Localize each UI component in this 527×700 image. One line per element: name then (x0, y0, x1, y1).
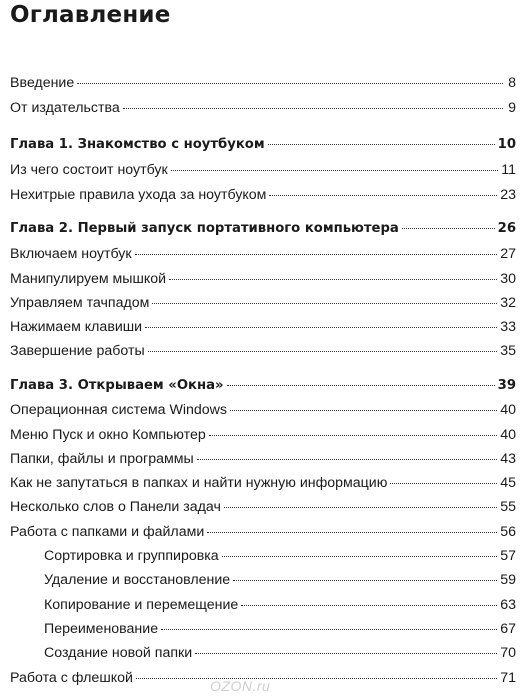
toc-entry (10, 97, 516, 119)
toc-chapter-title: Глава 1. Знакомство с ноутбуком (10, 137, 265, 152)
toc-entry-page: 8 (508, 75, 516, 91)
toc-chapter (10, 218, 516, 240)
dot-leader (135, 254, 498, 255)
toc-entry-title: Работа с флешкой (10, 670, 133, 686)
dot-leader (171, 170, 499, 171)
toc-entry-title: Включаем ноутбук (10, 246, 132, 262)
toc-entry-title: Создание новой папки (44, 645, 193, 661)
toc-entry (10, 292, 516, 314)
toc-entry-page: 71 (500, 670, 516, 686)
toc-entry-page: 35 (500, 343, 516, 359)
dot-leader (145, 327, 497, 328)
watermark: OZON.ru (210, 678, 271, 694)
toc-entry-title: Меню Пуск и окно Компьютер (10, 427, 206, 443)
toc-entry (10, 159, 516, 181)
toc-entry-page: 10 (497, 137, 516, 152)
dot-leader (148, 351, 498, 352)
toc-entry (10, 268, 516, 290)
dot-leader (224, 507, 497, 508)
dot-leader (169, 279, 497, 280)
dot-leader (230, 410, 497, 411)
toc-entry (10, 184, 516, 206)
toc-entry-title: Сортировка и группировка (44, 548, 219, 564)
dot-leader (241, 605, 497, 606)
dot-leader (152, 303, 497, 304)
toc-chapter-title: Глава 2. Первый запуск портативного компьютера (10, 221, 399, 236)
toc-entry-title: Операционная система Windows (10, 402, 227, 418)
toc-chapter-title: Глава 3. Открываем «Окна» (10, 378, 224, 393)
toc-entry (10, 521, 516, 543)
toc-entry-page: 43 (500, 451, 516, 467)
dot-leader (197, 459, 498, 460)
toc-entry (10, 316, 516, 338)
toc-entry-page: 11 (501, 162, 516, 178)
toc-entry-title: Удаление и восстановление (44, 572, 231, 588)
dot-leader (195, 653, 497, 654)
toc-entry-title: Манипулируем мышкой (10, 271, 167, 287)
toc-entry-page: 63 (500, 597, 516, 613)
dot-leader (268, 144, 495, 145)
toc-chapter (10, 375, 516, 397)
toc-entry (10, 496, 516, 518)
dot-leader (123, 108, 503, 109)
toc-entry-title: От издательства (10, 100, 120, 116)
toc-entry (10, 243, 516, 265)
toc-entry-page: 39 (497, 378, 516, 393)
toc-entry-page: 9 (508, 100, 516, 116)
toc-entry-title: Как не запутаться в папках и найти нужную информацию (10, 475, 388, 491)
toc-entry (10, 424, 516, 446)
toc-subentry (10, 569, 516, 591)
dot-leader (222, 556, 498, 557)
toc-entry (10, 72, 516, 94)
toc-entry (10, 472, 516, 494)
toc-entry-page: 40 (500, 402, 516, 418)
toc-entry-page: 67 (500, 621, 516, 637)
toc-entry-title: Управляем тачпадом (10, 295, 150, 311)
toc-entry-title: Нажимаем клавиши (10, 319, 143, 335)
toc-entry-page: 23 (500, 187, 516, 203)
toc-subentry (10, 642, 516, 664)
toc-entry-page: 57 (500, 548, 516, 564)
toc-entry-title: Копирование и перемещение (44, 597, 239, 613)
toc-entry-page: 26 (497, 221, 516, 236)
toc-entry-title: Завершение работы (10, 343, 145, 359)
dot-leader (136, 678, 497, 679)
toc-entry-title: Переименование (44, 621, 159, 637)
toc-entry-page: 56 (500, 524, 516, 540)
toc-subentry (10, 545, 516, 567)
toc-entry-page: 30 (500, 271, 516, 287)
toc-chapter (10, 134, 516, 156)
page-title: Оглавление (10, 2, 171, 28)
toc-entry (10, 399, 516, 421)
toc-entry-title: Работа с папками и файлами (10, 524, 205, 540)
toc-entry (10, 448, 516, 470)
dot-leader (390, 483, 497, 484)
toc-entry-page: 27 (500, 246, 516, 262)
toc-entry-page: 70 (500, 645, 516, 661)
dot-leader (269, 195, 497, 196)
toc-entry-page: 40 (500, 427, 516, 443)
toc-entry-title: Из чего состоит ноутбук (10, 162, 168, 178)
toc-entry-page: 55 (500, 499, 516, 515)
dot-leader (207, 532, 497, 533)
toc-entry-page: 32 (500, 295, 516, 311)
toc-subentry (10, 594, 516, 616)
toc-entry-title: Введение (10, 75, 75, 91)
dot-leader (161, 629, 497, 630)
toc-entry (10, 340, 516, 362)
toc-entry-title: Папки, файлы и программы (10, 451, 194, 467)
toc-entry-title: Нехитрые правила ухода за ноутбуком (10, 187, 267, 203)
toc-entry-title: Несколько слов о Панели задач (10, 499, 221, 515)
toc-entry-page: 45 (500, 475, 516, 491)
dot-leader (77, 83, 503, 84)
toc-entry-page: 33 (500, 319, 516, 335)
dot-leader (227, 385, 495, 386)
dot-leader (233, 580, 497, 581)
dot-leader (402, 228, 495, 229)
toc-subentry (10, 618, 516, 640)
toc-entry-page: 59 (500, 572, 516, 588)
dot-leader (209, 435, 497, 436)
